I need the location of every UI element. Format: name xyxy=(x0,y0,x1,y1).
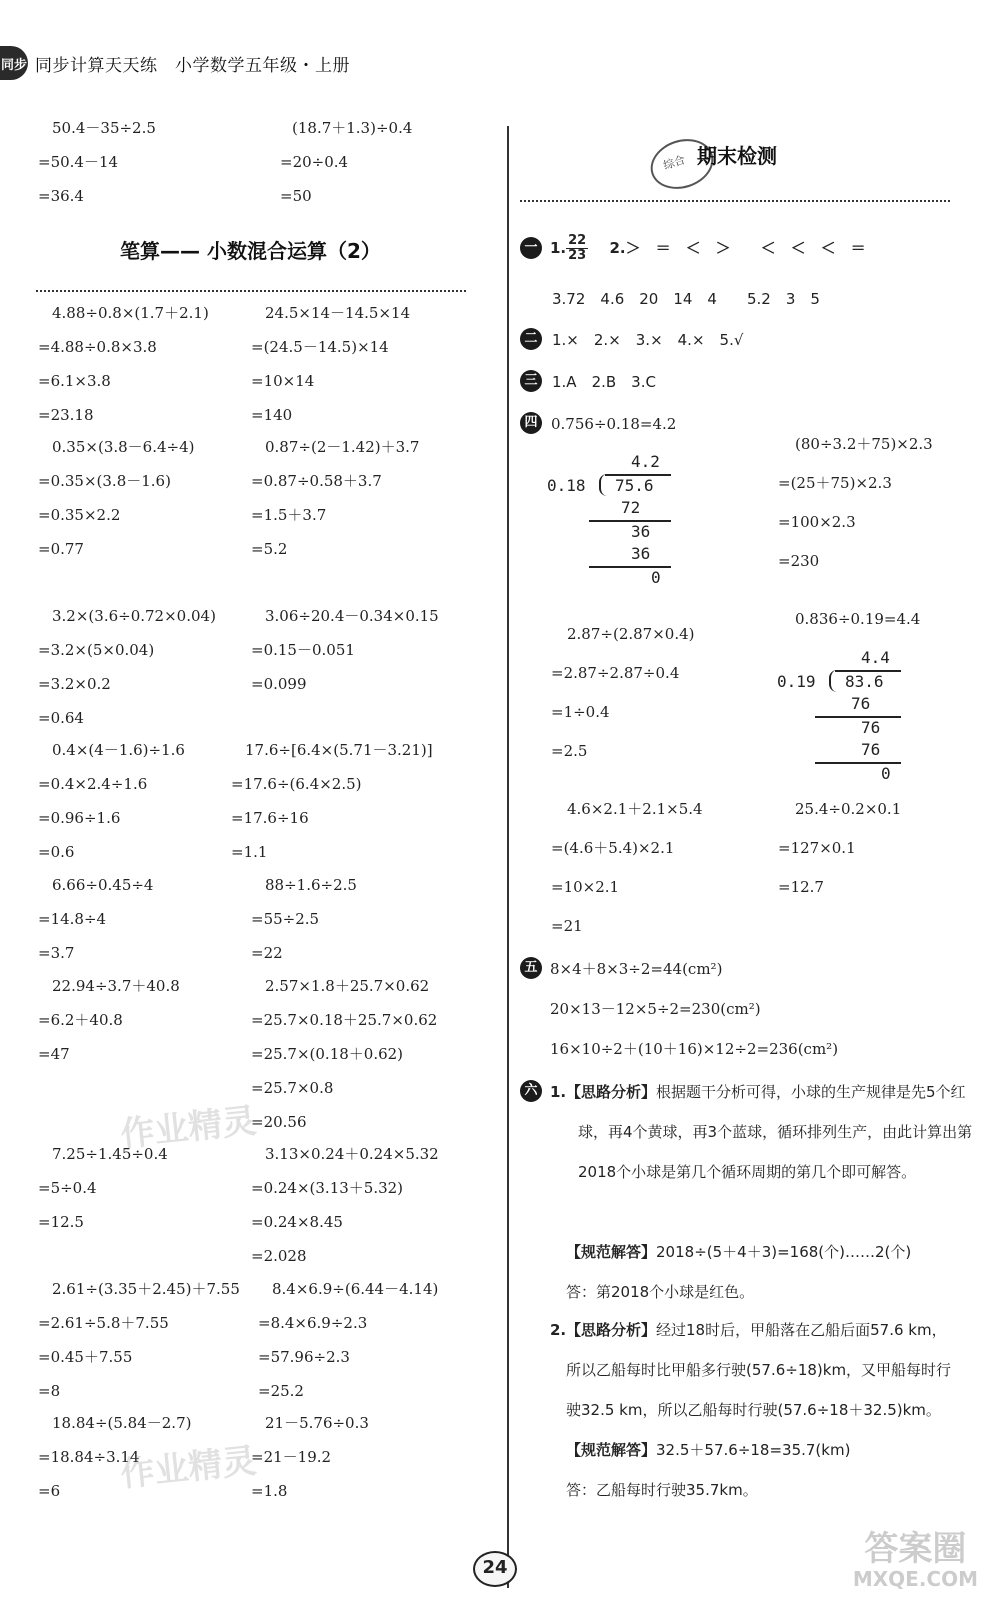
expr-line: 2.61÷(3.35＋2.45)＋7.55 xyxy=(52,1280,240,1298)
expr-line: =2.61÷5.8＋7.55 xyxy=(38,1314,169,1332)
watermark-logo: 答案圈 xyxy=(864,1529,967,1569)
expr-line: =20.56 xyxy=(251,1113,307,1131)
expr-line: =8 xyxy=(38,1382,61,1400)
watermark-url: MXQE.COM xyxy=(852,1567,978,1591)
expr-line: 8×4＋8×3÷2=44(cm²) xyxy=(550,960,723,978)
question-number: 2. xyxy=(550,1321,567,1339)
expr-line: =0.35×2.2 xyxy=(38,506,121,524)
expr-line: 0.4×(4－1.6)÷1.6 xyxy=(52,741,185,759)
expr-line: =22 xyxy=(251,944,283,962)
expr-line: 0.35×(3.8－6.4÷4) xyxy=(52,438,195,456)
expr-line: =18.84÷3.14 xyxy=(38,1448,140,1466)
expr-line: =25.7×0.18＋25.7×0.62 xyxy=(251,1011,438,1029)
expr-line: 4.6×2.1＋2.1×5.4 xyxy=(567,800,703,818)
watermark: 作业精灵 xyxy=(118,1100,259,1155)
expr-line: 24.5×14－14.5×14 xyxy=(265,304,411,322)
expr-line: =21 xyxy=(551,917,583,935)
expr-line: =0.87÷0.58＋3.7 xyxy=(251,472,382,490)
answer-line: 1.A 2.B 3.C xyxy=(552,373,656,391)
expr-line: =(4.6＋5.4)×2.1 xyxy=(551,839,675,857)
answer-line xyxy=(550,232,866,264)
question-number: 1. xyxy=(550,1083,567,1101)
division-step: 72 xyxy=(621,498,641,517)
division-rule xyxy=(815,716,901,718)
answer-text: 2.＞ ＝ ＜ ＞ ＜ ＜ ＜ ＝ xyxy=(609,239,866,257)
division-rule xyxy=(589,520,671,522)
analysis-paragraph xyxy=(566,1310,961,1430)
expr-line: =1.5＋3.7 xyxy=(251,506,327,524)
expr-line: =5÷0.4 xyxy=(38,1179,97,1197)
division-divisor: 0.19 xyxy=(777,672,816,691)
expr-line: =6 xyxy=(38,1482,61,1500)
expr-line: =55÷2.5 xyxy=(251,910,320,928)
expr-line: 22.94÷3.7＋40.8 xyxy=(52,977,180,995)
expr-line: =0.64 xyxy=(38,709,84,727)
expr-line: =25.7×(0.18＋0.62) xyxy=(251,1045,404,1063)
division-bracket xyxy=(829,670,843,692)
expr-line: =12.7 xyxy=(778,878,824,896)
division-remainder: 0 xyxy=(651,568,661,587)
expr-line: =57.96÷2.3 xyxy=(258,1348,350,1366)
answer-line: 3.72 4.6 20 14 4 5.2 3 5 xyxy=(552,290,820,308)
expr-line: =6.1×3.8 xyxy=(38,372,111,390)
expr-line: =21－19.2 xyxy=(251,1448,332,1466)
expr-line: =3.2×(5×0.04) xyxy=(38,641,155,659)
exam-title: 期末检测 xyxy=(697,144,777,168)
expr-line: =10×2.1 xyxy=(551,878,620,896)
expr-line: =10×14 xyxy=(251,372,315,390)
division-quotient: 4.2 xyxy=(631,452,660,471)
expr-line: =0.35×(3.8－1.6) xyxy=(38,472,171,490)
answer-label: 【规范解答】 xyxy=(566,1441,657,1459)
answer-paragraph xyxy=(566,1232,961,1272)
section-marker-4: 四 xyxy=(520,412,542,434)
long-division xyxy=(775,646,905,786)
expr-line: =6.2＋40.8 xyxy=(38,1011,123,1029)
expr-line: 25.4÷0.2×0.1 xyxy=(795,800,902,818)
analysis-paragraph xyxy=(566,1072,973,1192)
expr-line: =50 xyxy=(280,187,312,205)
fraction xyxy=(566,234,588,263)
expr-line: =(24.5－14.5)×14 xyxy=(251,338,389,356)
expr-line: =4.88÷0.8×3.8 xyxy=(38,338,157,356)
expr-line: 17.6÷[6.4×(5.71－3.21)] xyxy=(245,741,433,759)
expr-line: =2.028 xyxy=(251,1247,307,1265)
expr-line: 88÷1.6÷2.5 xyxy=(265,876,357,894)
expr-line: =2.87÷2.87÷0.4 xyxy=(551,664,680,682)
final-answer: 答：乙船每时行驶35.7km。 xyxy=(566,1481,758,1499)
expr-line: =17.6÷16 xyxy=(231,809,309,827)
expr-line: =2.5 xyxy=(551,742,588,760)
expr-line: (18.7＋1.3)÷0.4 xyxy=(292,119,413,137)
expr-line: =140 xyxy=(251,406,293,424)
expr-line: =1.1 xyxy=(231,843,268,861)
expr-line: 3.06÷20.4－0.34×0.15 xyxy=(265,607,439,625)
answer-text: 32.5＋57.6÷18=35.7(km) xyxy=(656,1441,851,1459)
expr-line: =0.099 xyxy=(251,675,307,693)
expr-line: =0.77 xyxy=(38,540,84,558)
expr-line: =25.7×0.8 xyxy=(251,1079,334,1097)
division-remainder: 0 xyxy=(881,764,891,783)
expr-line: =20÷0.4 xyxy=(280,153,349,171)
expr-line: =17.6÷(6.4×2.5) xyxy=(231,775,362,793)
answer-text: 2018÷(5＋4＋3)=168(个)……2(个) xyxy=(656,1243,912,1261)
badge-label: 综合 xyxy=(661,153,687,173)
expr-line: 6.66÷0.45÷4 xyxy=(52,876,154,894)
long-division xyxy=(545,450,675,590)
fraction-numerator: 22 xyxy=(568,233,587,248)
expr-line: =25.2 xyxy=(258,1382,304,1400)
section-marker-6: 六 xyxy=(520,1080,542,1102)
division-step: 76 xyxy=(851,694,871,713)
expr-line: =3.7 xyxy=(38,944,75,962)
column-divider xyxy=(507,126,509,1588)
expr-line: =100×2.3 xyxy=(778,513,856,531)
expr-line: (80÷3.2＋75)×2.3 xyxy=(795,435,933,453)
answer-paragraph xyxy=(566,1430,961,1470)
watermark: 作业精灵 xyxy=(118,1440,259,1495)
division-step: 36 xyxy=(631,544,651,563)
division-step: 76 xyxy=(861,740,881,759)
expr-line: =5.2 xyxy=(251,540,288,558)
fraction-denominator: 23 xyxy=(568,248,587,263)
expr-line: =3.2×0.2 xyxy=(38,675,111,693)
answer-line: 1.× 2.× 3.× 4.× 5.√ xyxy=(552,331,744,349)
division-bracket xyxy=(599,474,613,496)
expr-line: =12.5 xyxy=(38,1213,84,1231)
expr-line: =0.24×(3.13＋5.32) xyxy=(251,1179,404,1197)
expr-line: 2.57×1.8＋25.7×0.62 xyxy=(265,977,430,995)
analysis-text: 根据题干分析可得，小球的生产规律是先5个红球，再4个黄球，再3个蓝球，循环排列生产，由此计算出第2018个小球是第几个循环周期的第几个即可解答。 xyxy=(578,1083,973,1181)
dotted-divider xyxy=(520,200,950,202)
expr-line: =0.24×8.45 xyxy=(251,1213,343,1231)
expr-line: 21－5.76÷0.3 xyxy=(265,1414,369,1432)
expr-line: =0.4×2.4÷1.6 xyxy=(38,775,148,793)
expr-line: =0.6 xyxy=(38,843,75,861)
expr-line: =23.18 xyxy=(38,406,94,424)
division-step: 76 xyxy=(861,718,881,737)
expr-line: =127×0.1 xyxy=(778,839,856,857)
expr-line: =47 xyxy=(38,1045,70,1063)
expr-line: =0.45＋7.55 xyxy=(38,1348,133,1366)
expr-line: 0.756÷0.18=4.2 xyxy=(551,415,677,433)
expr-line: 7.25÷1.45÷0.4 xyxy=(52,1145,168,1163)
section-marker-1: 一 xyxy=(520,237,542,259)
expr-line: 0.87÷(2－1.42)＋3.7 xyxy=(265,438,420,456)
division-quotient: 4.4 xyxy=(861,648,890,667)
expr-line: 2.87÷(2.87×0.4) xyxy=(567,625,695,643)
book-logo-icon: 同步 xyxy=(0,46,28,80)
expr-line: =0.96÷1.6 xyxy=(38,809,121,827)
expr-line: =14.8÷4 xyxy=(38,910,107,928)
expr-line: =36.4 xyxy=(38,187,84,205)
analysis-text: 经过18时后，甲船落在乙船后面57.6 km，所以乙船每时比甲船多行驶(57.6÷18)km，又甲船每时行驶32.5 km，所以乙船每时行驶(57.6÷18＋32.5)km。 xyxy=(566,1321,952,1419)
expr-line: 8.4×6.9÷(6.44－4.14) xyxy=(272,1280,439,1298)
expr-line: =1.8 xyxy=(251,1482,288,1500)
division-divisor: 0.18 xyxy=(547,476,586,495)
final-answer: 答：第2018个小球是红色。 xyxy=(566,1283,755,1301)
answer-label: 【规范解答】 xyxy=(566,1243,657,1261)
expr-line: 18.84÷(5.84－2.7) xyxy=(52,1414,192,1432)
section-marker-2: 二 xyxy=(520,328,542,350)
expr-line: 20×13－12×5÷2=230(cm²) xyxy=(550,1000,761,1018)
expr-line: =1÷0.4 xyxy=(551,703,610,721)
expr-line: 50.4－35÷2.5 xyxy=(52,119,156,137)
division-dividend: 83.6 xyxy=(845,672,884,691)
section-marker-5: 五 xyxy=(520,957,542,979)
section-marker-3: 三 xyxy=(520,370,542,392)
expr-line: =(25＋75)×2.3 xyxy=(778,474,892,492)
division-dividend: 75.6 xyxy=(615,476,654,495)
expr-line: 16×10÷2＋(10＋16)×12÷2=236(cm²) xyxy=(550,1040,839,1058)
division-step: 36 xyxy=(631,522,651,541)
expr-line: 4.88÷0.8×(1.7＋2.1) xyxy=(52,304,209,322)
question-number: 1. xyxy=(550,239,567,257)
expr-line: 3.13×0.24＋0.24×5.32 xyxy=(265,1145,439,1163)
expr-line: 0.836÷0.19=4.4 xyxy=(795,610,921,628)
expr-line: =50.4－14 xyxy=(38,153,119,171)
analysis-label: 【思路分析】 xyxy=(566,1321,657,1339)
expr-line: 3.2×(3.6÷0.72×0.04) xyxy=(52,607,216,625)
book-title: 同步计算天天练 小学数学五年级・上册 xyxy=(35,55,350,76)
expr-line: =8.4×6.9÷2.3 xyxy=(258,1314,368,1332)
corner-watermark xyxy=(853,1530,978,1590)
section-title: 笔算—— 小数混合运算（2） xyxy=(120,239,381,263)
page-number: 24 xyxy=(473,1551,517,1587)
page-header xyxy=(0,44,350,82)
dotted-divider xyxy=(36,290,466,292)
expr-line: =0.15－0.051 xyxy=(251,641,355,659)
expr-line: =230 xyxy=(778,552,820,570)
analysis-label: 【思路分析】 xyxy=(566,1083,657,1101)
